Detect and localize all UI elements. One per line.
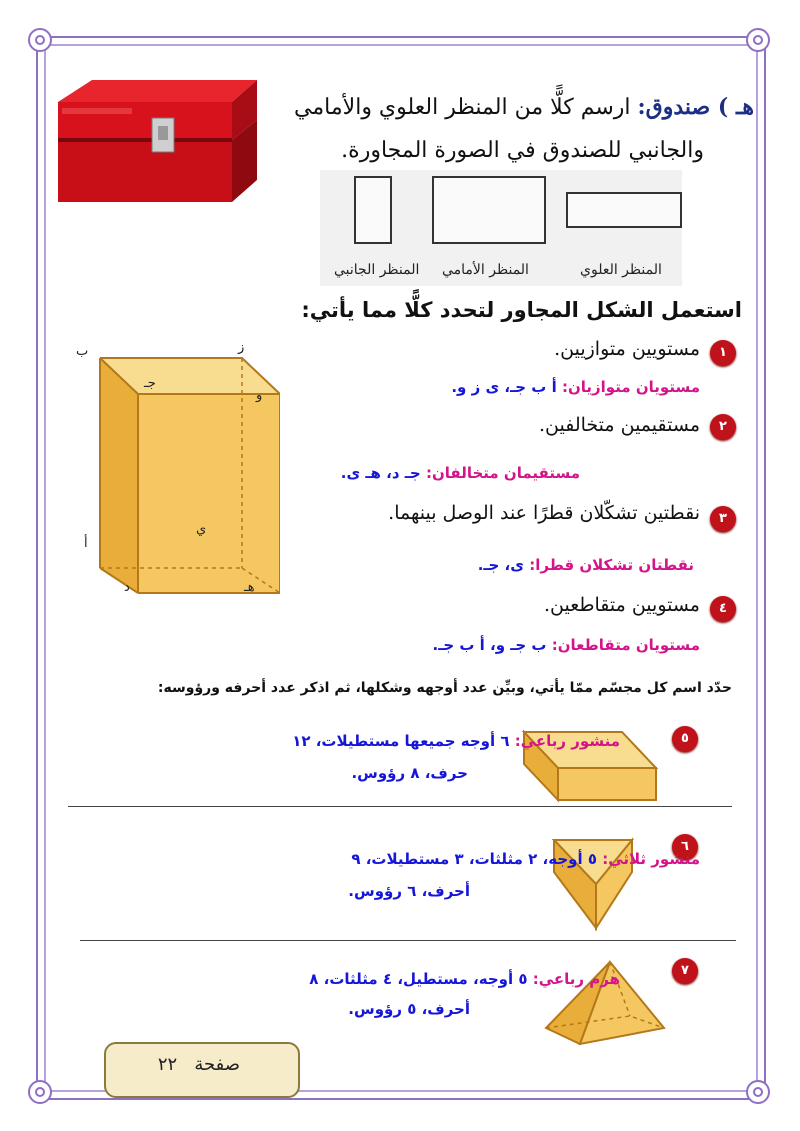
answer-label: نقطتان تشكلان قطرا:	[529, 556, 694, 574]
vertex-label-z: ز	[238, 340, 245, 355]
answer-label: مستويان متوازيان:	[561, 378, 700, 396]
corner-ornament-icon	[746, 28, 770, 52]
answer-label: مستقيمان متخالفان:	[425, 464, 580, 482]
vertex-label-h: هـ	[244, 580, 255, 595]
solid-description	[351, 846, 700, 872]
orthographic-views-box	[320, 170, 682, 286]
answer-label: مستويان متقاطعان:	[551, 636, 700, 654]
corner-ornament-icon	[746, 1080, 770, 1104]
question-text: مستويين متوازيين.	[554, 338, 700, 360]
top-view-rect	[566, 192, 682, 228]
answer-value: أ ب جـ، ى ز و.	[451, 378, 557, 396]
solid-description	[309, 966, 620, 992]
vertex-label-b: ب	[76, 344, 89, 359]
question-number-badge: ٢	[710, 414, 736, 440]
question-number-badge: ١	[710, 340, 736, 366]
solids-instruction: حدّد اسم كل مجسّم ممّا يأتي، وبيِّن عدد أوجهه وشكلها، ثم اذكر عدد أحرفه ورؤوسه:	[157, 680, 732, 696]
answer-value: ى، جـ.	[477, 556, 524, 574]
instruction-heading: استعمل الشكل المجاور لتحدد كلًّا مما يأتي:	[301, 298, 742, 322]
solid-line-1: ٦ أوجه جميعها مستطيلات، ١٢	[292, 732, 510, 750]
answer-value: جـ د، هـ ى.	[340, 464, 421, 482]
solid-line-2: أحرف، ٥ رؤوس.	[348, 1000, 470, 1018]
header-line-2: والجانبي للصندوق في الصورة المجاورة.	[341, 138, 704, 163]
question-answer	[433, 636, 700, 654]
question-answer	[451, 378, 700, 396]
vertex-label-d: د	[124, 580, 130, 595]
solid-number-badge: ٦	[672, 834, 698, 860]
divider	[68, 806, 732, 807]
question-text: مستقيمين متخالفين.	[538, 414, 700, 436]
vertex-label-j: جـ	[144, 376, 156, 391]
page-number	[158, 1054, 240, 1075]
solid-line-1: ٥ أوجه، مستطيل، ٤ مثلثات، ٨	[309, 970, 528, 988]
solid-line-2: أحرف، ٦ رؤوس.	[348, 882, 470, 900]
solid-name: منشور ثلاثي:	[602, 850, 700, 868]
front-view-label: المنظر الأمامي	[442, 262, 529, 278]
toolbox-image	[52, 74, 264, 208]
question-number-badge: ٤	[710, 596, 736, 622]
solid-description	[292, 728, 620, 754]
header-instruction: ارسم كلًّا من المنظر العلوي والأمامي	[294, 95, 631, 120]
divider	[80, 940, 736, 941]
vertex-label-y: ي	[196, 522, 207, 537]
vertex-label-w: و	[256, 388, 263, 403]
page-value: ٢٢	[157, 1054, 178, 1075]
solid-name: هرم رباعي:	[532, 970, 620, 988]
top-view-label: المنظر العلوي	[580, 262, 662, 278]
solid-name: منشور رباعي:	[514, 732, 620, 750]
solid-line-2: حرف، ٨ رؤوس.	[351, 764, 468, 782]
solid-number-badge: ٧	[672, 958, 698, 984]
header-prefix: هـ )	[717, 94, 754, 120]
side-view-label: المنظر الجانبي	[334, 262, 420, 278]
page-label: صفحة	[194, 1054, 240, 1075]
question-text: نقطتين تشكّلان قطرًا عند الوصل بينهما.	[388, 502, 700, 524]
corner-ornament-icon	[28, 1080, 52, 1104]
corner-ornament-icon	[28, 28, 52, 52]
header-keyword: صندوق:	[637, 94, 711, 120]
front-view-rect	[432, 176, 546, 244]
side-view-rect	[354, 176, 392, 244]
question-answer	[478, 556, 694, 574]
question-answer	[341, 464, 580, 482]
header-line-1	[294, 94, 754, 120]
prism-figure	[80, 338, 280, 598]
vertex-label-a: أ	[84, 536, 88, 551]
question-number-badge: ٣	[710, 506, 736, 532]
solid-number-badge: ٥	[672, 726, 698, 752]
question-text: مستويين متقاطعين.	[543, 594, 700, 616]
solid-line-1: ٥ أوجه، ٢ مثلثات، ٣ مستطيلات، ٩	[351, 850, 597, 868]
answer-value: ب جـ و، أ ب جـ.	[432, 636, 547, 654]
